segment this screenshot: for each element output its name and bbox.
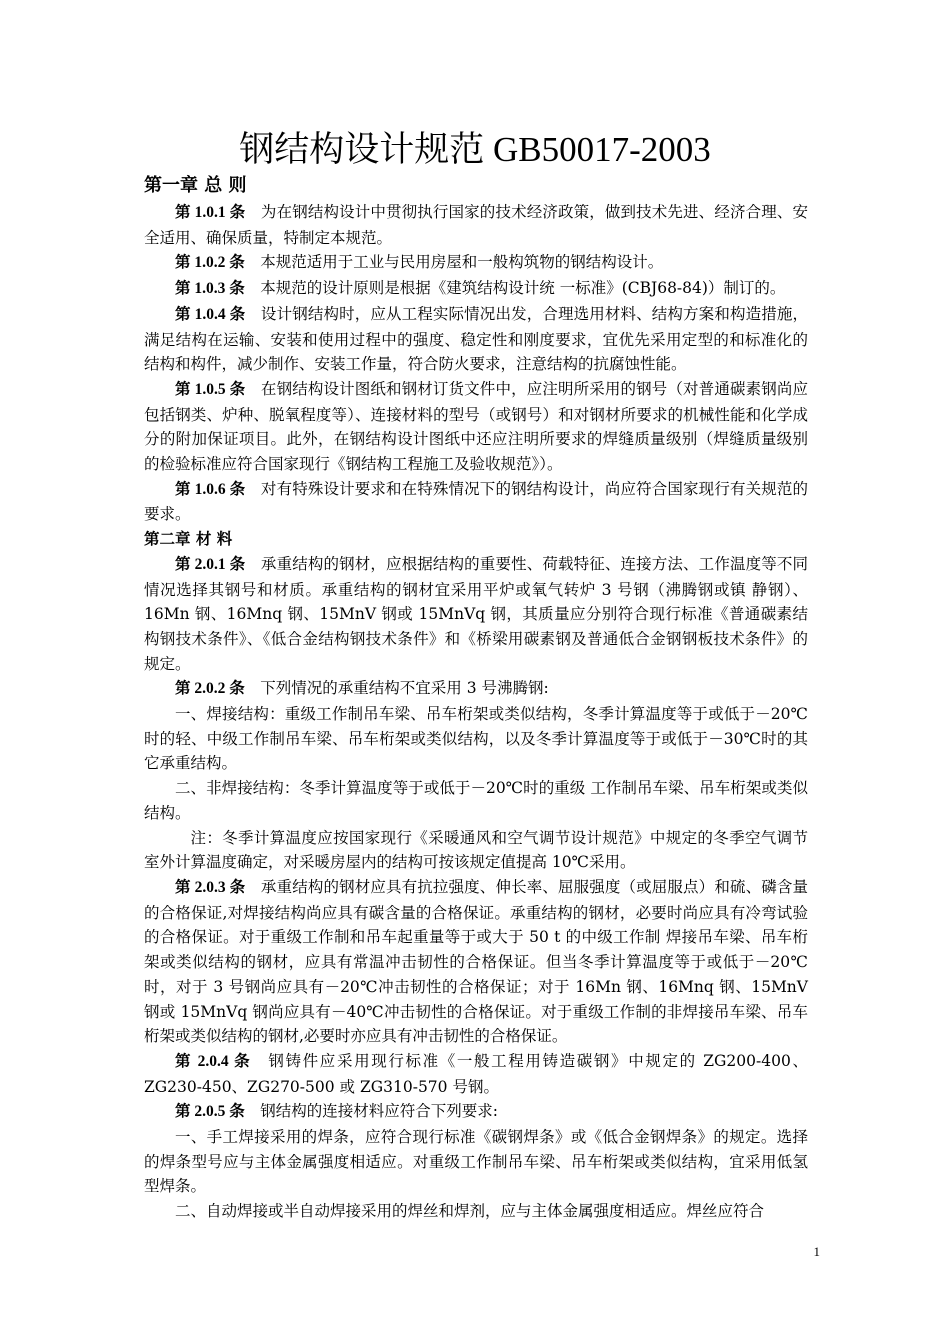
clause-text: 为在钢结构设计中贯彻执行国家的技术经济政策，做到技术先进、经济合理、安全适用、确保质量，特制定本规范。 — [144, 203, 808, 247]
clause-label: 第 2.0.4 条 — [175, 1052, 252, 1070]
clause-2-0-4 — [144, 1049, 808, 1099]
clause-2-0-2 — [144, 676, 808, 702]
chapter-1-heading: 第一章 总 则 — [144, 175, 247, 196]
clause-1-0-2 — [144, 250, 808, 276]
clause-label: 第 1.0.5 条 — [175, 380, 246, 398]
clause-2-0-3 — [144, 875, 808, 1049]
clause-2-0-5-item-1: 一、手工焊接采用的焊条，应符合现行标准《碳钢焊条》或《低合金钢焊条》的规定。选择的焊条型号应与主体金属强度相适应。对重级工作制吊车梁、吊车桁架或类似结构，宜采用低氢型焊条。 — [144, 1128, 808, 1196]
clause-text: 承重结构的钢材应具有抗拉强度、伸长率、屈服强度（或屈服点）和硫、磷含量的合格保证,对焊接结构尚应具有碳含量的合格保证。承重结构的钢材，必要时尚应具有冷弯试验的合格保证。对于重级工作制和吊车起重量等于或大于 50 t 的中级工作制 焊接吊车梁、吊车桁架或类似结构的钢材，应具有常温冲击韧性的合格保证。但当冬季计算温度等于或低于－20℃时，对于 3 号钢尚应具有－20℃冲击韧性的合格保证；对于 16Mn 钢、16Mnq 钢、15MnV 钢或 15MnVq 钢尚应具有－40℃冲击韧性的合格保证。对于重级工作制的非焊接吊车梁、吊车桁架或类似结构的钢材,必要时亦应具有冲击韧性的合格保证。 — [144, 877, 808, 1046]
clause-text: 在钢结构设计图纸和钢材订货文件中，应注明所采用的钢号（对普通碳素钢尚应包括钢类、炉种、脱氧程度等）、连接材料的型号（或钢号）和对钢材所要求的机械性能和化学成分的附加保证项目。此外，在钢结构设计图纸中还应注明所要求的焊缝质量级别（焊缝质量级别的检验标准应符合国家现行《钢结构工程施工及验收规范》）。 — [144, 379, 808, 474]
clause-2-0-2-item-2: 二、非焊接结构：冬季计算温度等于或低于－20℃时的重级 工作制吊车梁、吊车桁架或类似结构。 — [144, 779, 808, 822]
clause-text: 设计钢结构时，应从工程实际情况出发，合理选用材料、结构方案和构造措施，满足结构在运输、安装和使用过程中的强度、稳定性和刚度要求，宜优先采用定型的和标准化的结构和构件，减少制作、安装工作量，符合防火要求，注意结构的抗腐蚀性能。 — [144, 304, 808, 374]
clause-text: 钢铸件应采用现行标准《一般工程用铸造碳钢》中规定的 ZG200-400、ZG230-450、ZG270-500 或 ZG310-570 号钢。 — [144, 1051, 808, 1096]
clause-label: 第 1.0.3 条 — [175, 280, 245, 298]
clause-label: 第 1.0.1 条 — [175, 204, 246, 221]
clause-1-0-6 — [144, 477, 808, 527]
clause-text: 承重结构的钢材，应根据结构的重要性、荷载特征、连接方法、工作温度等不同情况选择其钢号和材质。承重结构的钢材宜采用平炉或氧气转炉 3 号钢（沸腾钢或镇 静钢）、16Mn 钢、16Mnq 钢、15MnV 钢或 15MnVq 钢，其质量应分别符合现行标准《普通碳素结构钢技术条件》、《低合金结构钢技术条件》和《桥梁用碳素钢及普通低合金钢钢板技术条件》的规定。 — [144, 554, 808, 673]
chapter-2-heading: 第二章 材 料 — [144, 529, 233, 549]
clause-label: 第 1.0.4 条 — [175, 305, 246, 323]
clause-1-0-4 — [144, 302, 808, 377]
clause-2-0-5 — [144, 1099, 808, 1125]
clause-2-0-5-item-2: 二、自动焊接或半自动焊接采用的焊丝和焊剂，应与主体金属强度相适应。焊丝应符合 — [175, 1202, 765, 1221]
clause-label: 第 1.0.6 条 — [175, 480, 246, 498]
clause-text: 对有特殊设计要求和在特殊情况下的钢结构设计，尚应符合国家现行有关规范的要求。 — [144, 479, 808, 524]
clause-label: 第 2.0.5 条 — [175, 1103, 245, 1121]
clause-2-0-2-note: 注：冬季计算温度应按国家现行《采暖通风和空气调节设计规范》中规定的冬季空气调节室外计算温度确定，对采暖房屋内的结构可按该规定值提高 10℃采用。 — [144, 828, 808, 872]
clause-label: 第 2.0.3 条 — [175, 878, 246, 896]
clause-text: 本规范的设计原则是根据《建筑结构设计统 一标准》(CBJ68-84)）制订的。 — [260, 279, 786, 298]
clause-label: 第 2.0.2 条 — [175, 680, 245, 698]
clause-text: 下列情况的承重结构不宜采用 3 号沸腾钢: — [260, 679, 549, 698]
clause-text: 钢结构的连接材料应符合下列要求: — [260, 1102, 498, 1121]
page-number: 1 — [813, 1244, 820, 1259]
clause-1-0-1 — [144, 200, 808, 250]
clause-label: 第 2.0.1 条 — [175, 555, 246, 573]
clause-1-0-5 — [144, 377, 808, 477]
clause-2-0-1 — [144, 552, 808, 677]
document-title: 钢结构设计规范 GB50017-2003 — [239, 130, 711, 169]
clause-2-0-2-item-1: 一、焊接结构：重级工作制吊车梁、吊车桁架或类似结构，冬季计算温度等于或低于－20℃时的轻、中级工作制吊车梁、吊车桁架或类似结构，以及冬季计算温度等于或低于－30℃时的其它承重结构。 — [144, 705, 808, 773]
clause-label: 第 1.0.2 条 — [175, 254, 245, 272]
document-body — [144, 172, 808, 1224]
clause-text: 本规范适用于工业与民用房屋和一般构筑物的钢结构设计。 — [260, 253, 664, 272]
clause-1-0-3 — [144, 276, 808, 302]
